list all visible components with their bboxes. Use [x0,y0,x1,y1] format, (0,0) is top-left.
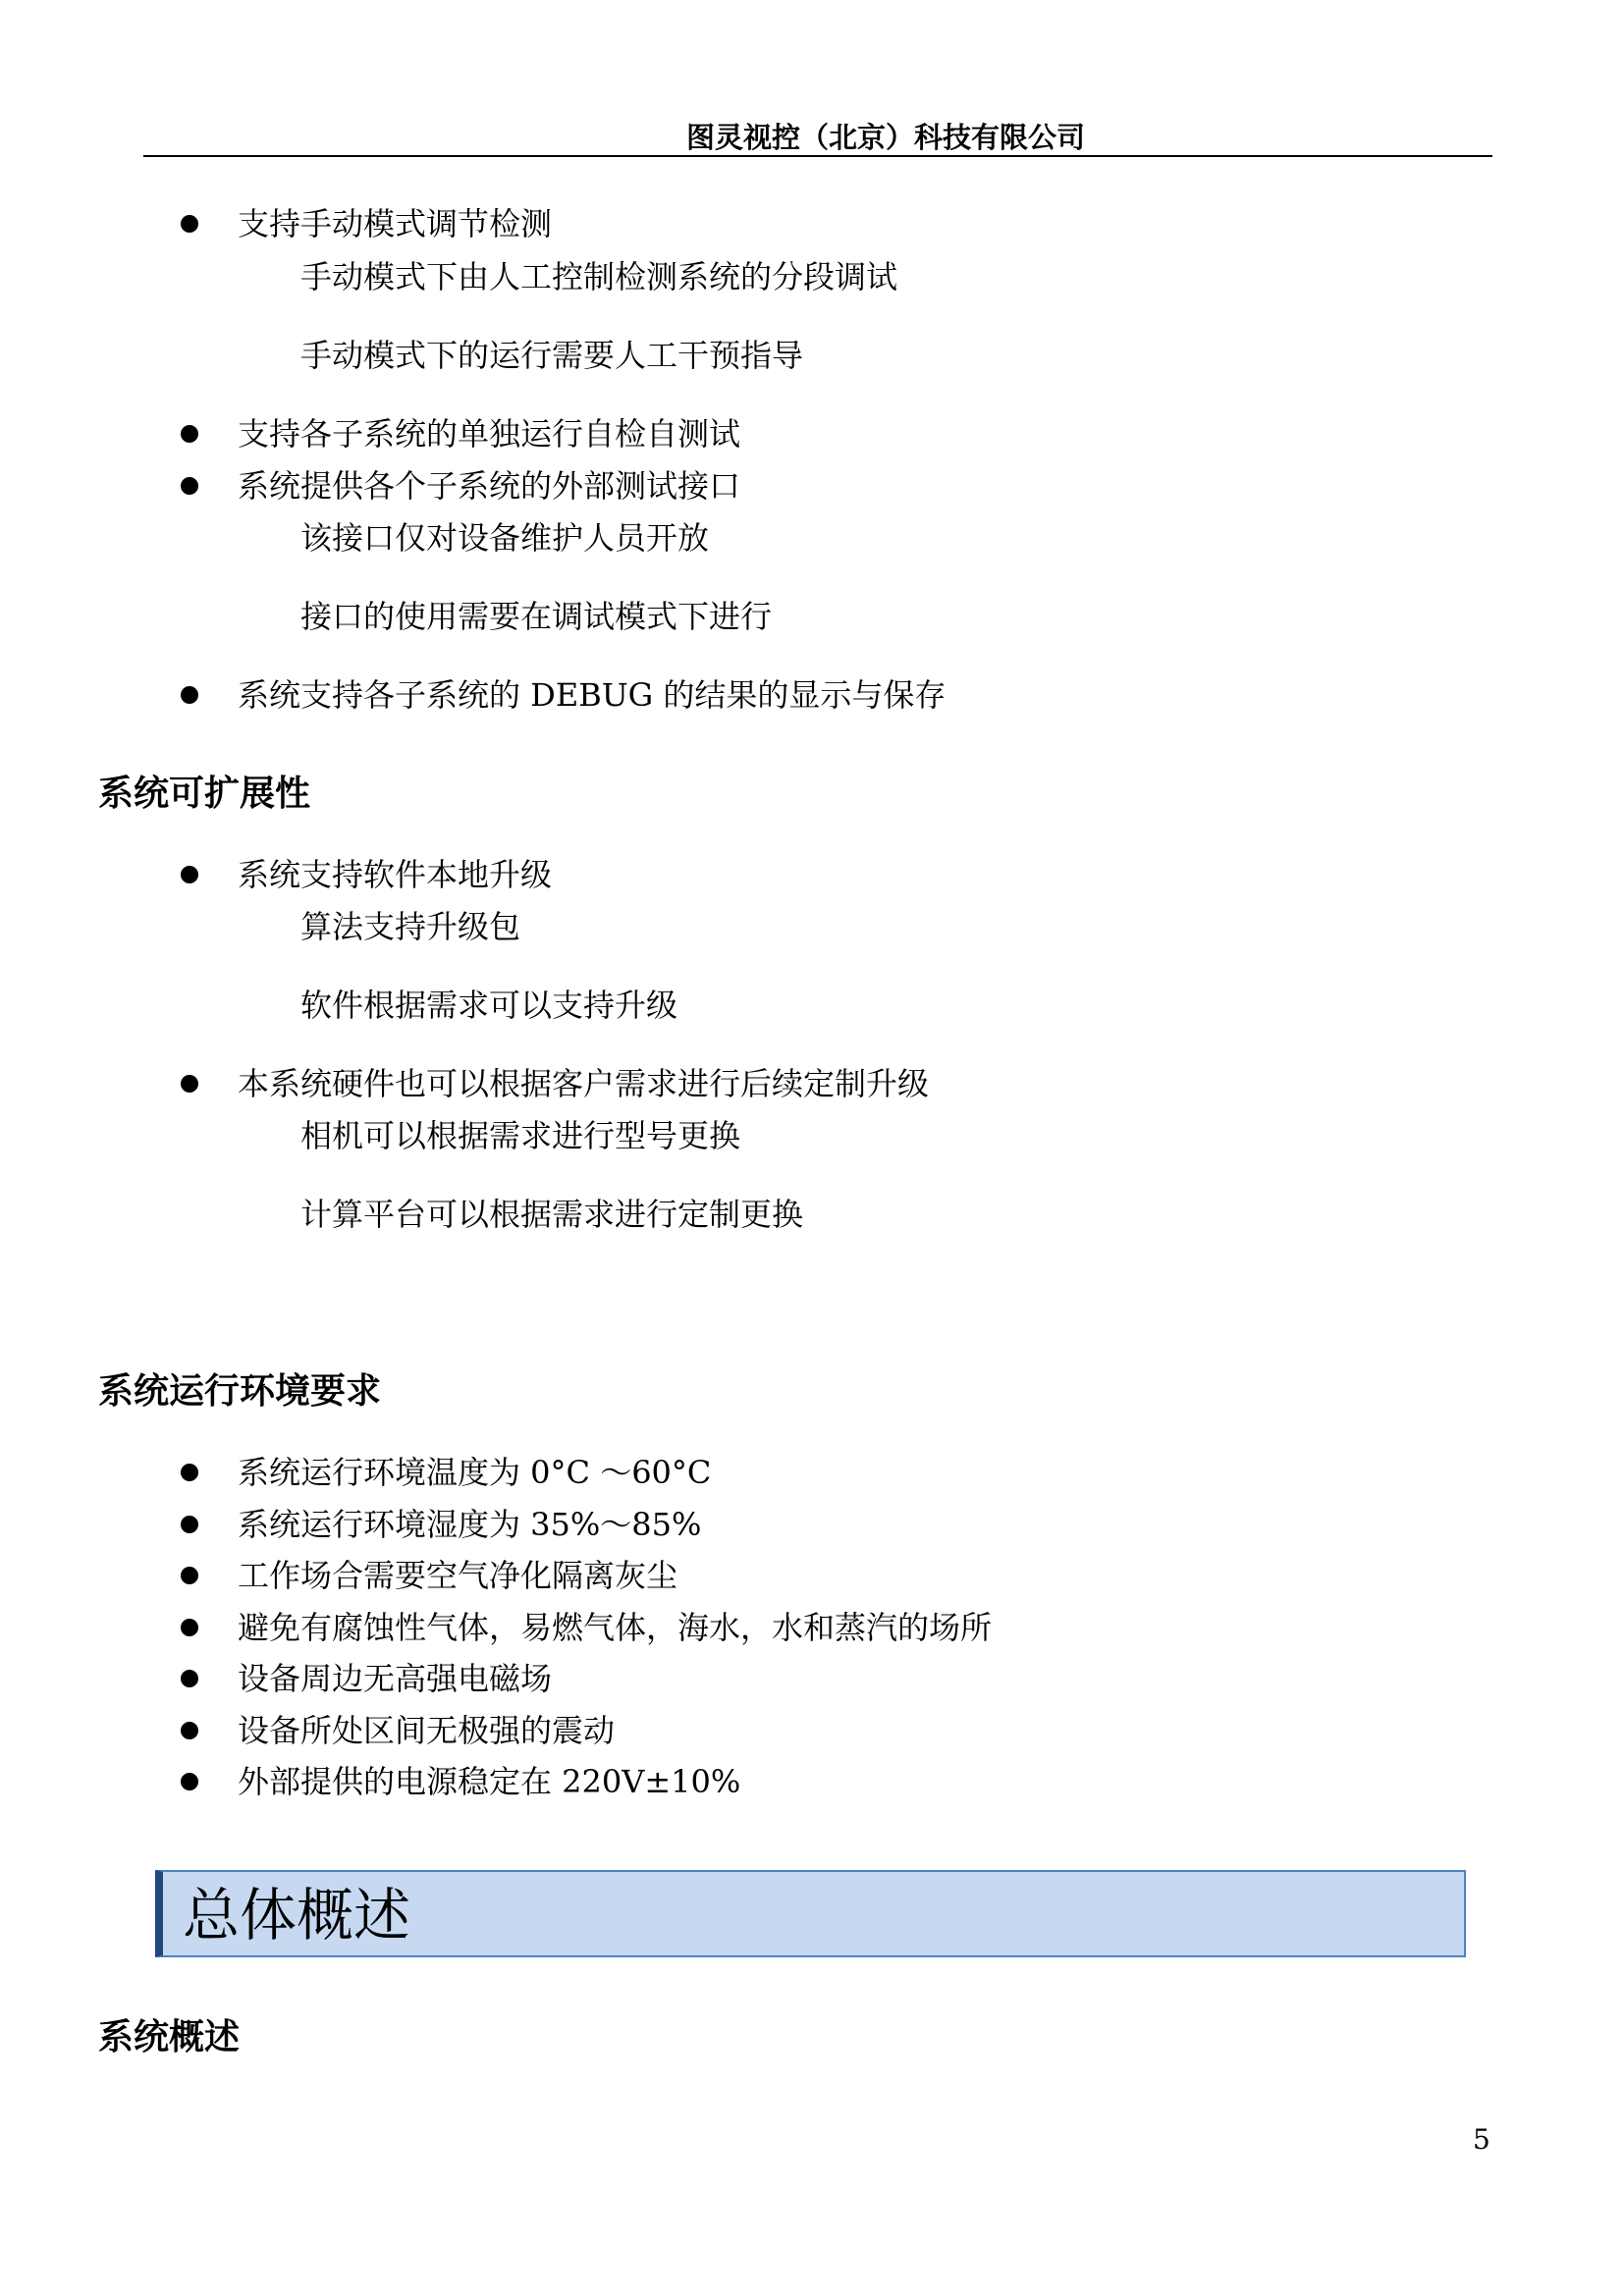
list-subitem-text: 手动模式下的运行需要人工干预指导 [300,337,804,374]
list-subitem-text: 手动模式下由人工控制检测系统的分段调试 [300,258,898,295]
bullet-icon [181,1619,198,1636]
section-heading-expandability: 系统可扩展性 [98,774,311,814]
bullet-icon [181,1464,198,1481]
section-heading-overview: 系统概述 [98,2017,241,2057]
bullet-icon [181,1722,198,1739]
list-subitem-text: 软件根据需求可以支持升级 [300,987,678,1024]
list-item-text: 工作场合需要空气净化隔离灰尘 [238,1557,678,1594]
list-item-text: 外部提供的电源稳定在 220V±10% [238,1763,741,1800]
list-item-text: 本系统硬件也可以根据客户需求进行后续定制升级 [238,1065,930,1102]
list-item-text: 系统支持各子系统的 DEBUG 的结果的显示与保存 [238,676,947,714]
list-item-text: 设备周边无高强电磁场 [238,1660,553,1697]
section-heading-environment: 系统运行环境要求 [98,1371,382,1412]
chapter-heading-box [155,1870,1466,1957]
bullet-icon [181,425,198,443]
list-subitem-text: 接口的使用需要在调试模式下进行 [300,598,773,635]
company-name: 图灵视控（北京）科技有限公司 [685,121,1085,154]
header-divider [143,155,1492,157]
list-item-text: 系统运行环境温度为 0°C ～60°C [238,1454,712,1491]
bullet-icon [181,1670,198,1687]
list-item-text: 避免有腐蚀性气体，易燃气体，海水，水和蒸汽的场所 [238,1609,993,1646]
bullet-icon [181,215,198,233]
bullet-icon [181,1773,198,1790]
list-subitem-text: 算法支持升级包 [300,908,521,945]
list-item-text: 支持各子系统的单独运行自检自测试 [238,415,741,453]
list-subitem-text: 计算平台可以根据需求进行定制更换 [300,1196,804,1233]
list-item-text: 系统提供各个子系统的外部测试接口 [238,467,741,505]
bullet-icon [181,686,198,704]
bullet-icon [181,866,198,883]
chapter-heading: 总体概述 [183,1882,411,1949]
bullet-icon [181,1567,198,1584]
list-item-text: 系统支持软件本地升级 [238,856,553,893]
bullet-icon [181,1516,198,1533]
list-item-text: 设备所处区间无极强的震动 [238,1712,616,1749]
list-item-text: 支持手动模式调节检测 [238,205,553,242]
page-number: 5 [1473,2123,1490,2156]
bullet-icon [181,477,198,495]
list-subitem-text: 该接口仅对设备维护人员开放 [300,519,710,557]
list-subitem-text: 相机可以根据需求进行型号更换 [300,1117,741,1154]
list-item-text: 系统运行环境湿度为 35%～85% [238,1506,702,1543]
bullet-icon [181,1075,198,1093]
